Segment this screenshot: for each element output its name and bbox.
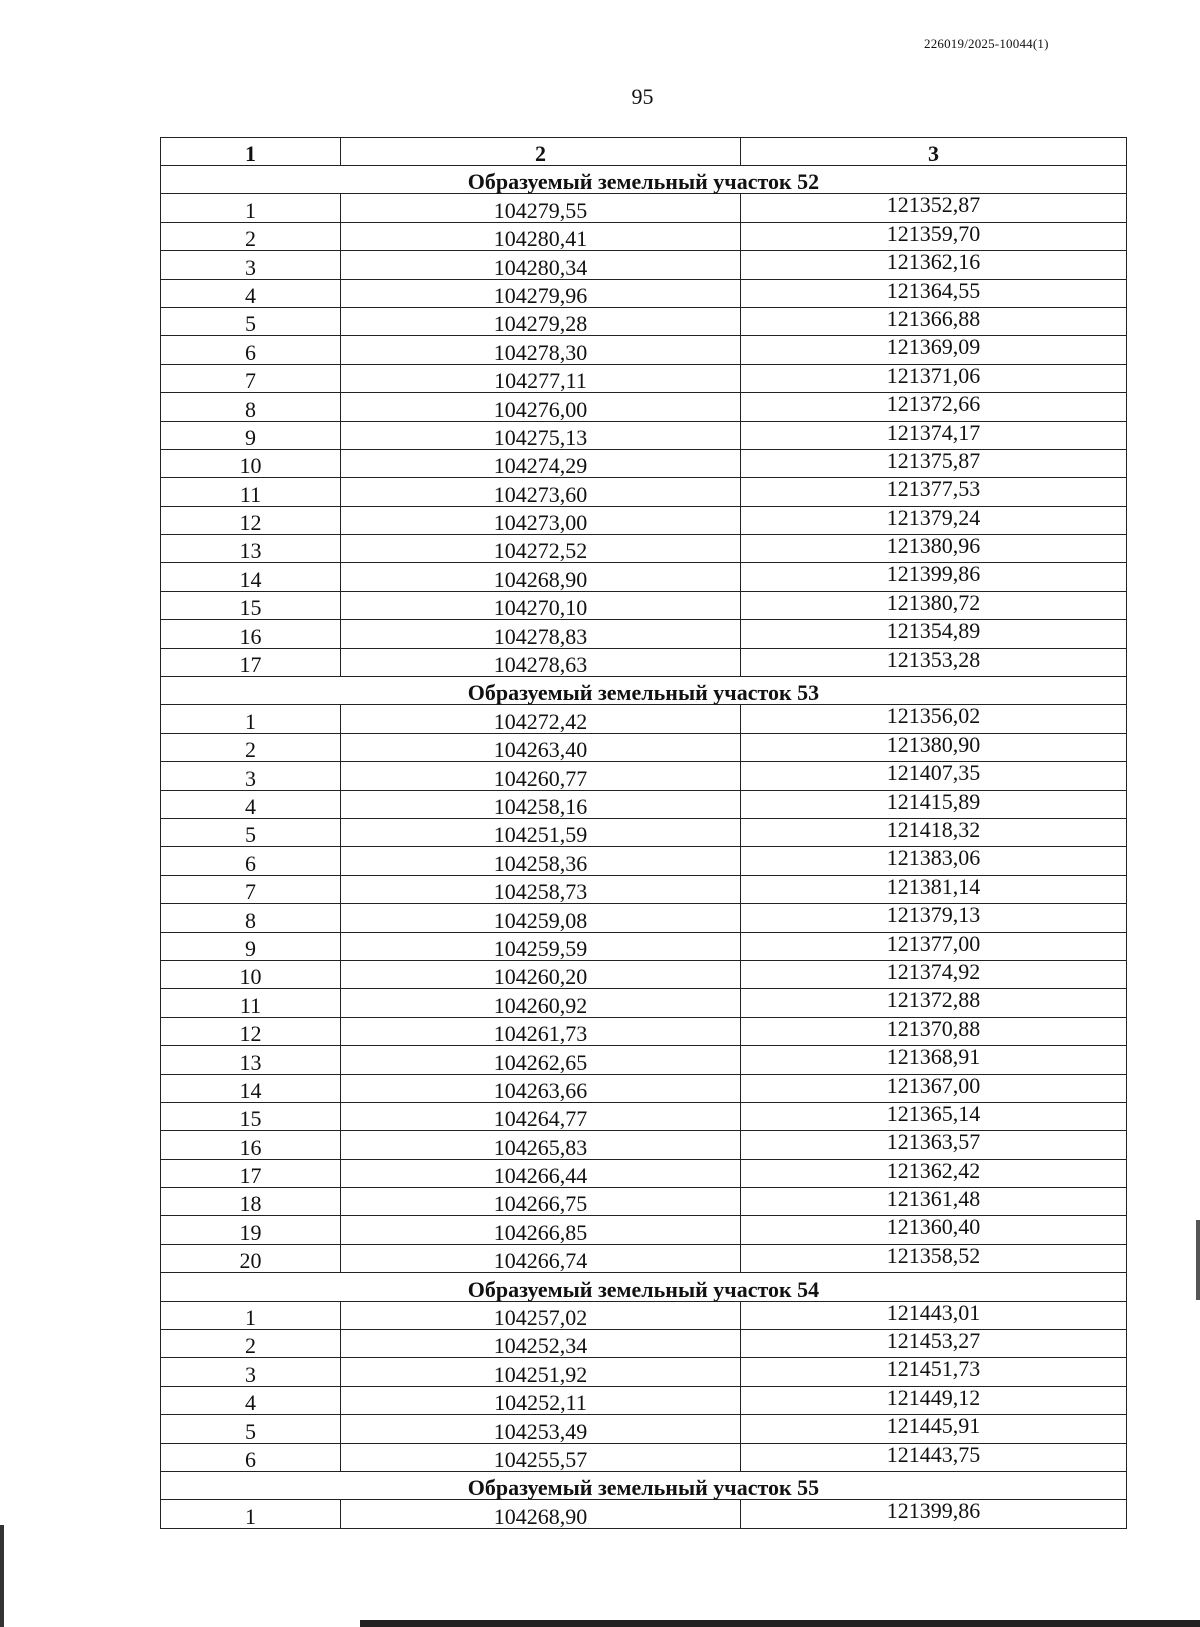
table-row [161, 535, 1127, 563]
coordinate-x-cell: 104264,77 [341, 1102, 741, 1130]
coordinate-x-cell: 104259,08 [341, 904, 741, 932]
coordinate-y-cell: 121368,91 [741, 1046, 1127, 1074]
point-number-cell: 1 [161, 705, 341, 733]
table-row [161, 1330, 1127, 1358]
coordinate-x-cell: 104277,11 [341, 364, 741, 392]
coordinate-y-cell: 121380,90 [741, 733, 1127, 761]
table-row [161, 875, 1127, 903]
point-number-cell: 8 [161, 904, 341, 932]
document-id: 226019/2025-10044(1) [924, 36, 1049, 51]
coordinate-y-cell: 121443,01 [741, 1301, 1127, 1329]
coordinate-y-cell: 121380,96 [741, 535, 1127, 563]
coordinate-x-cell: 104265,83 [341, 1131, 741, 1159]
scan-edge-mark-left [0, 1525, 4, 1627]
table-row [161, 1159, 1127, 1187]
coordinate-x-cell: 104261,73 [341, 1017, 741, 1045]
coordinate-x-cell: 104260,77 [341, 762, 741, 790]
point-number-cell: 14 [161, 563, 341, 591]
section-title: Образуемый земельный участок 55 [161, 1471, 1127, 1499]
page-number: 95 [631, 84, 654, 109]
point-number-cell: 6 [161, 336, 341, 364]
point-number-cell: 1 [161, 1500, 341, 1528]
coordinate-x-cell: 104263,66 [341, 1074, 741, 1102]
table-row [161, 1358, 1127, 1386]
coordinate-x-cell: 104266,44 [341, 1159, 741, 1187]
point-number-cell: 12 [161, 1017, 341, 1045]
coordinate-x-cell: 104273,00 [341, 506, 741, 534]
table-row [161, 1244, 1127, 1272]
coordinate-x-cell: 104258,73 [341, 875, 741, 903]
point-number-cell: 7 [161, 875, 341, 903]
coordinate-y-cell: 121374,17 [741, 421, 1127, 449]
coordinate-y-cell: 121371,06 [741, 364, 1127, 392]
table-row [161, 1131, 1127, 1159]
coordinate-y-cell: 121375,87 [741, 449, 1127, 477]
table-row [161, 393, 1127, 421]
table-row [161, 1216, 1127, 1244]
header-cell-3: 3 [741, 138, 1127, 166]
coordinate-x-cell: 104272,42 [341, 705, 741, 733]
table-row [161, 449, 1127, 477]
coordinate-y-cell: 121367,00 [741, 1074, 1127, 1102]
coordinate-x-cell: 104257,02 [341, 1301, 741, 1329]
coordinate-x-cell: 104279,28 [341, 307, 741, 335]
point-number-cell: 19 [161, 1216, 341, 1244]
coordinate-x-cell: 104268,90 [341, 563, 741, 591]
point-number-cell: 16 [161, 620, 341, 648]
coordinate-y-cell: 121372,88 [741, 989, 1127, 1017]
table-row [161, 421, 1127, 449]
point-number-cell: 4 [161, 1386, 341, 1414]
section-title: Образуемый земельный участок 53 [161, 677, 1127, 705]
table-row [161, 279, 1127, 307]
coordinate-x-cell: 104263,40 [341, 733, 741, 761]
coordinate-x-cell: 104270,10 [341, 591, 741, 619]
point-number-cell: 11 [161, 989, 341, 1017]
coordinate-y-cell: 121364,55 [741, 279, 1127, 307]
coordinate-y-cell: 121383,06 [741, 847, 1127, 875]
table-row [161, 847, 1127, 875]
coordinate-y-cell: 121354,89 [741, 620, 1127, 648]
section-row [161, 677, 1127, 705]
coordinate-y-cell: 121453,27 [741, 1330, 1127, 1358]
coordinate-x-cell: 104279,96 [341, 279, 741, 307]
coordinate-y-cell: 121418,32 [741, 818, 1127, 846]
coordinates-table [160, 137, 1127, 1529]
section-title: Образуемый земельный участок 54 [161, 1273, 1127, 1301]
point-number-cell: 3 [161, 1358, 341, 1386]
coordinate-x-cell: 104268,90 [341, 1500, 741, 1528]
coordinate-x-cell: 104255,57 [341, 1443, 741, 1471]
coordinate-y-cell: 121358,52 [741, 1244, 1127, 1272]
table-row [161, 1386, 1127, 1414]
coordinate-y-cell: 121443,75 [741, 1443, 1127, 1471]
point-number-cell: 9 [161, 932, 341, 960]
table-row [161, 904, 1127, 932]
coordinate-x-cell: 104251,59 [341, 818, 741, 846]
coordinate-y-cell: 121377,00 [741, 932, 1127, 960]
coordinate-y-cell: 121445,91 [741, 1415, 1127, 1443]
coordinate-x-cell: 104278,63 [341, 648, 741, 676]
table-row [161, 648, 1127, 676]
coordinate-x-cell: 104253,49 [341, 1415, 741, 1443]
point-number-cell: 4 [161, 790, 341, 818]
table-row [161, 932, 1127, 960]
coordinate-y-cell: 121365,14 [741, 1102, 1127, 1130]
point-number-cell: 12 [161, 506, 341, 534]
coordinate-x-cell: 104262,65 [341, 1046, 741, 1074]
table-header [161, 138, 1127, 166]
coordinate-x-cell: 104278,30 [341, 336, 741, 364]
header-row [161, 138, 1127, 166]
point-number-cell: 2 [161, 222, 341, 250]
coordinate-y-cell: 121374,92 [741, 960, 1127, 988]
point-number-cell: 7 [161, 364, 341, 392]
point-number-cell: 4 [161, 279, 341, 307]
table-row [161, 1017, 1127, 1045]
coordinate-y-cell: 121372,66 [741, 393, 1127, 421]
table-row [161, 790, 1127, 818]
coordinate-x-cell: 104266,74 [341, 1244, 741, 1272]
table-row [161, 705, 1127, 733]
scan-edge-mark-right [1196, 1220, 1200, 1300]
point-number-cell: 20 [161, 1244, 341, 1272]
point-number-cell: 15 [161, 1102, 341, 1130]
point-number-cell: 5 [161, 1415, 341, 1443]
table-row [161, 1074, 1127, 1102]
table-row [161, 960, 1127, 988]
table-row [161, 1443, 1127, 1471]
coordinate-x-cell: 104266,75 [341, 1188, 741, 1216]
point-number-cell: 14 [161, 1074, 341, 1102]
table-row [161, 1188, 1127, 1216]
coordinate-y-cell: 121370,88 [741, 1017, 1127, 1045]
coordinate-y-cell: 121352,87 [741, 194, 1127, 222]
point-number-cell: 17 [161, 1159, 341, 1187]
header-cell-2: 2 [341, 138, 741, 166]
coordinate-x-cell: 104258,36 [341, 847, 741, 875]
table-row [161, 478, 1127, 506]
coordinate-y-cell: 121359,70 [741, 222, 1127, 250]
point-number-cell: 3 [161, 762, 341, 790]
coordinate-x-cell: 104278,83 [341, 620, 741, 648]
coordinate-y-cell: 121451,73 [741, 1358, 1127, 1386]
coordinate-y-cell: 121353,28 [741, 648, 1127, 676]
coordinate-y-cell: 121399,86 [741, 1500, 1127, 1528]
table-body [161, 166, 1127, 1529]
point-number-cell: 11 [161, 478, 341, 506]
table-row [161, 194, 1127, 222]
section-row [161, 166, 1127, 194]
coordinate-y-cell: 121379,13 [741, 904, 1127, 932]
section-row [161, 1471, 1127, 1499]
table-row [161, 307, 1127, 335]
coordinate-x-cell: 104280,41 [341, 222, 741, 250]
coordinate-x-cell: 104259,59 [341, 932, 741, 960]
coordinate-x-cell: 104251,92 [341, 1358, 741, 1386]
table-row [161, 1301, 1127, 1329]
coordinate-x-cell: 104252,11 [341, 1386, 741, 1414]
point-number-cell: 2 [161, 1330, 341, 1358]
point-number-cell: 10 [161, 960, 341, 988]
coordinate-y-cell: 121377,53 [741, 478, 1127, 506]
coordinate-y-cell: 121366,88 [741, 307, 1127, 335]
table-row [161, 733, 1127, 761]
table-row [161, 563, 1127, 591]
coordinate-y-cell: 121380,72 [741, 591, 1127, 619]
point-number-cell: 1 [161, 1301, 341, 1329]
point-number-cell: 10 [161, 449, 341, 477]
table-row [161, 222, 1127, 250]
table-row [161, 1046, 1127, 1074]
coordinate-y-cell: 121407,35 [741, 762, 1127, 790]
point-number-cell: 1 [161, 194, 341, 222]
table-row [161, 251, 1127, 279]
table-row [161, 620, 1127, 648]
coordinate-y-cell: 121361,48 [741, 1188, 1127, 1216]
point-number-cell: 5 [161, 818, 341, 846]
coordinate-y-cell: 121362,42 [741, 1159, 1127, 1187]
coordinate-y-cell: 121415,89 [741, 790, 1127, 818]
point-number-cell: 6 [161, 847, 341, 875]
scan-edge-mark-bottom [360, 1620, 1200, 1627]
coordinate-x-cell: 104266,85 [341, 1216, 741, 1244]
point-number-cell: 2 [161, 733, 341, 761]
point-number-cell: 3 [161, 251, 341, 279]
point-number-cell: 13 [161, 1046, 341, 1074]
coordinate-x-cell: 104279,55 [341, 194, 741, 222]
coordinate-y-cell: 121363,57 [741, 1131, 1127, 1159]
coordinate-y-cell: 121362,16 [741, 251, 1127, 279]
table-row [161, 364, 1127, 392]
coordinate-x-cell: 104258,16 [341, 790, 741, 818]
coordinate-x-cell: 104260,92 [341, 989, 741, 1017]
coordinate-x-cell: 104274,29 [341, 449, 741, 477]
point-number-cell: 5 [161, 307, 341, 335]
table-row [161, 818, 1127, 846]
point-number-cell: 6 [161, 1443, 341, 1471]
table-row [161, 336, 1127, 364]
coordinate-x-cell: 104275,13 [341, 421, 741, 449]
point-number-cell: 15 [161, 591, 341, 619]
coordinate-x-cell: 104276,00 [341, 393, 741, 421]
point-number-cell: 8 [161, 393, 341, 421]
coordinate-x-cell: 104260,20 [341, 960, 741, 988]
coordinate-x-cell: 104252,34 [341, 1330, 741, 1358]
coordinate-x-cell: 104272,52 [341, 535, 741, 563]
table-row [161, 989, 1127, 1017]
table-row [161, 1500, 1127, 1528]
coordinate-y-cell: 121381,14 [741, 875, 1127, 903]
point-number-cell: 16 [161, 1131, 341, 1159]
section-row [161, 1273, 1127, 1301]
coordinate-y-cell: 121356,02 [741, 705, 1127, 733]
table-row [161, 591, 1127, 619]
table-row [161, 1102, 1127, 1130]
header-cell-1: 1 [161, 138, 341, 166]
coordinate-y-cell: 121449,12 [741, 1386, 1127, 1414]
point-number-cell: 18 [161, 1188, 341, 1216]
coordinate-y-cell: 121379,24 [741, 506, 1127, 534]
section-title: Образуемый земельный участок 52 [161, 166, 1127, 194]
coordinate-y-cell: 121360,40 [741, 1216, 1127, 1244]
coordinate-x-cell: 104280,34 [341, 251, 741, 279]
coordinate-y-cell: 121399,86 [741, 563, 1127, 591]
point-number-cell: 13 [161, 535, 341, 563]
coordinate-y-cell: 121369,09 [741, 336, 1127, 364]
point-number-cell: 9 [161, 421, 341, 449]
table-row [161, 506, 1127, 534]
table-row [161, 762, 1127, 790]
coordinate-x-cell: 104273,60 [341, 478, 741, 506]
point-number-cell: 17 [161, 648, 341, 676]
table-row [161, 1415, 1127, 1443]
